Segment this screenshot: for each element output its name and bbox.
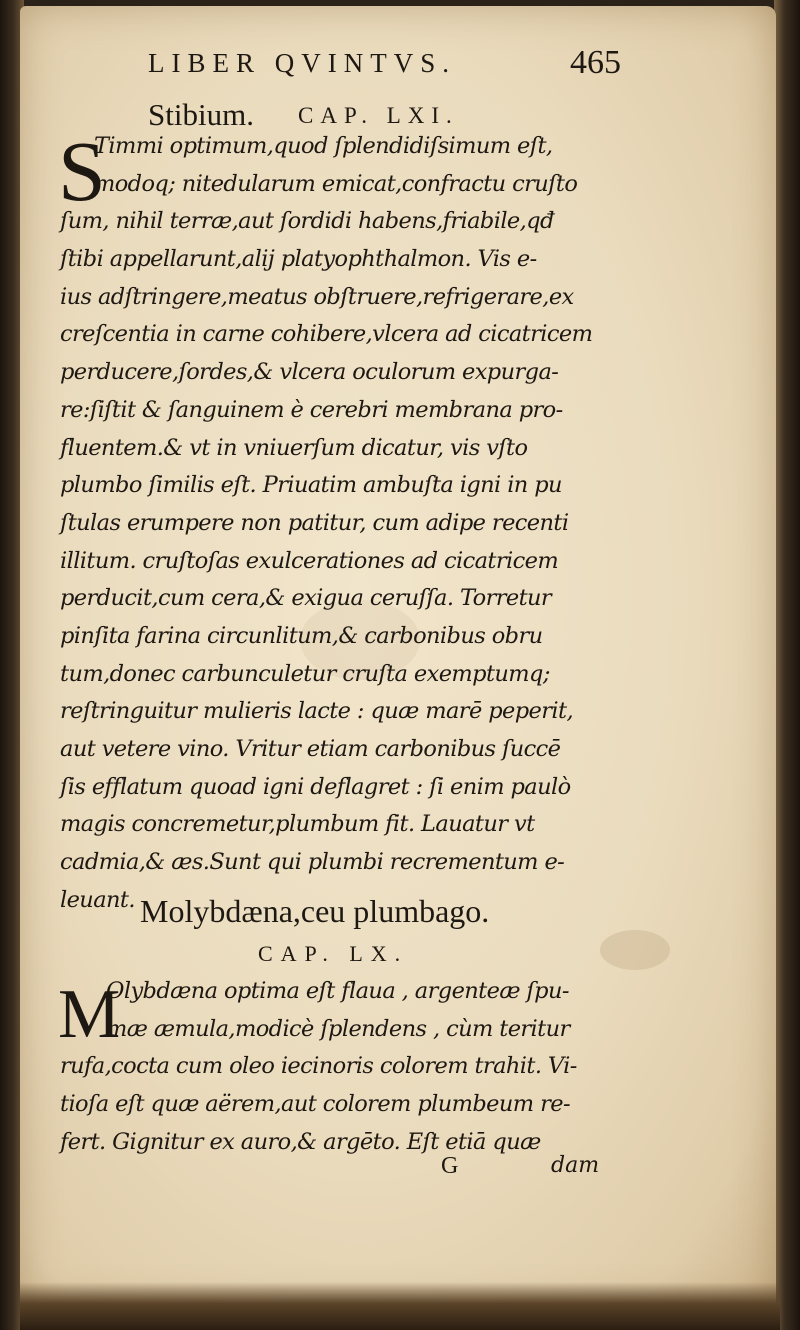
text-line: ſum, nihil terræ,aut ſordidi habens,friabile,qđ — [60, 208, 554, 235]
text-line: fert. Gignitur ex auro,& argēto. Eſt etiā quæ — [60, 1128, 541, 1155]
text-line: tum,donec carbunculetur cruſta exemptumq; — [60, 660, 550, 687]
page-bottom-wear — [20, 1282, 780, 1330]
text-line: pinſita farina circunlitum,& carbonibus obru — [60, 622, 543, 649]
text-line: ſtulas erumpere non patitur, cum adipe recenti — [60, 509, 569, 536]
paragraph-molybdaena — [60, 973, 620, 1161]
text-line: ſis efflatum quoad igni deflagret : ſi enim paulò — [60, 773, 571, 800]
text-line: creſcentia in carne cohibere,vlcera ad cicatricem — [60, 321, 593, 348]
page-number: 465 — [570, 44, 621, 81]
section-heading-stibium: Stibium. — [148, 97, 254, 132]
text-line: plumbo ſimilis eſt. Priuatim ambuſta igni in pu — [60, 472, 562, 499]
adjacent-leaf-edge — [774, 0, 800, 1330]
catchword: dam — [551, 1153, 600, 1178]
text-line: cadmia,& æs.Sunt qui plumbi recrementum e- — [60, 849, 565, 876]
text-line: magis concremetur,plumbum fit. Lauatur vt — [60, 811, 535, 838]
drop-cap: S — [58, 123, 106, 219]
text-line: reſtringuitur mulieris lacte : quæ marē peperit, — [60, 698, 574, 725]
text-line: re:ſiſtit & ſanguinem è cerebri membrana pro- — [60, 396, 563, 423]
text-line: perducere,ſordes,& vlcera oculorum expurga- — [60, 359, 559, 386]
text-line: rufa,cocta cum oleo iecinoris colorem trahit. Vi- — [60, 1053, 577, 1080]
chapter-label: CAP. LXI. — [298, 103, 459, 128]
text-line: perducit,cum cera,& exigua ceruſſa. Torretur — [60, 585, 552, 612]
text-line: ius adſtringere,meatus obſtruere,refrigerare,ex — [60, 283, 574, 310]
text-line: fluentem.& vt in vniuerſum dicatur, vis vſto — [60, 434, 528, 461]
text-line: illitum. cruſtoſas exulcerationes ad cicatricem — [60, 547, 559, 574]
text-line: modoq; nitedularum emicat,confractu cruſto — [94, 170, 578, 197]
text-line: Olybdæna optima eſt flaua , argenteæ ſpu- — [106, 978, 569, 1004]
running-head: LIBER QVINTVS. — [148, 48, 456, 78]
section-heading-molybdaena: Molybdæna,ceu plumbago. — [140, 893, 490, 929]
text-line: ſtibi appellarunt,alij platyophthalmon. Vis e- — [60, 246, 537, 273]
text-line: mæ æmula,modicè ſplendens , cùm teritur — [106, 1015, 570, 1042]
text-line: Timmi optimum,quod ſplendidiſsimum eſt, — [94, 133, 553, 159]
text-line: leuant. — [60, 886, 135, 913]
text-line: tioſa eſt quæ aërem,aut colorem plumbeum re- — [60, 1091, 570, 1118]
paragraph-stibium — [58, 123, 620, 919]
chapter-label: CAP. LX. — [258, 941, 409, 966]
paper-stain — [600, 930, 670, 970]
drop-cap: M — [58, 976, 121, 1053]
signature-mark: G — [441, 1153, 459, 1179]
text-line: aut vetere vino. Vritur etiam carbonibus ſuccē — [60, 736, 561, 762]
